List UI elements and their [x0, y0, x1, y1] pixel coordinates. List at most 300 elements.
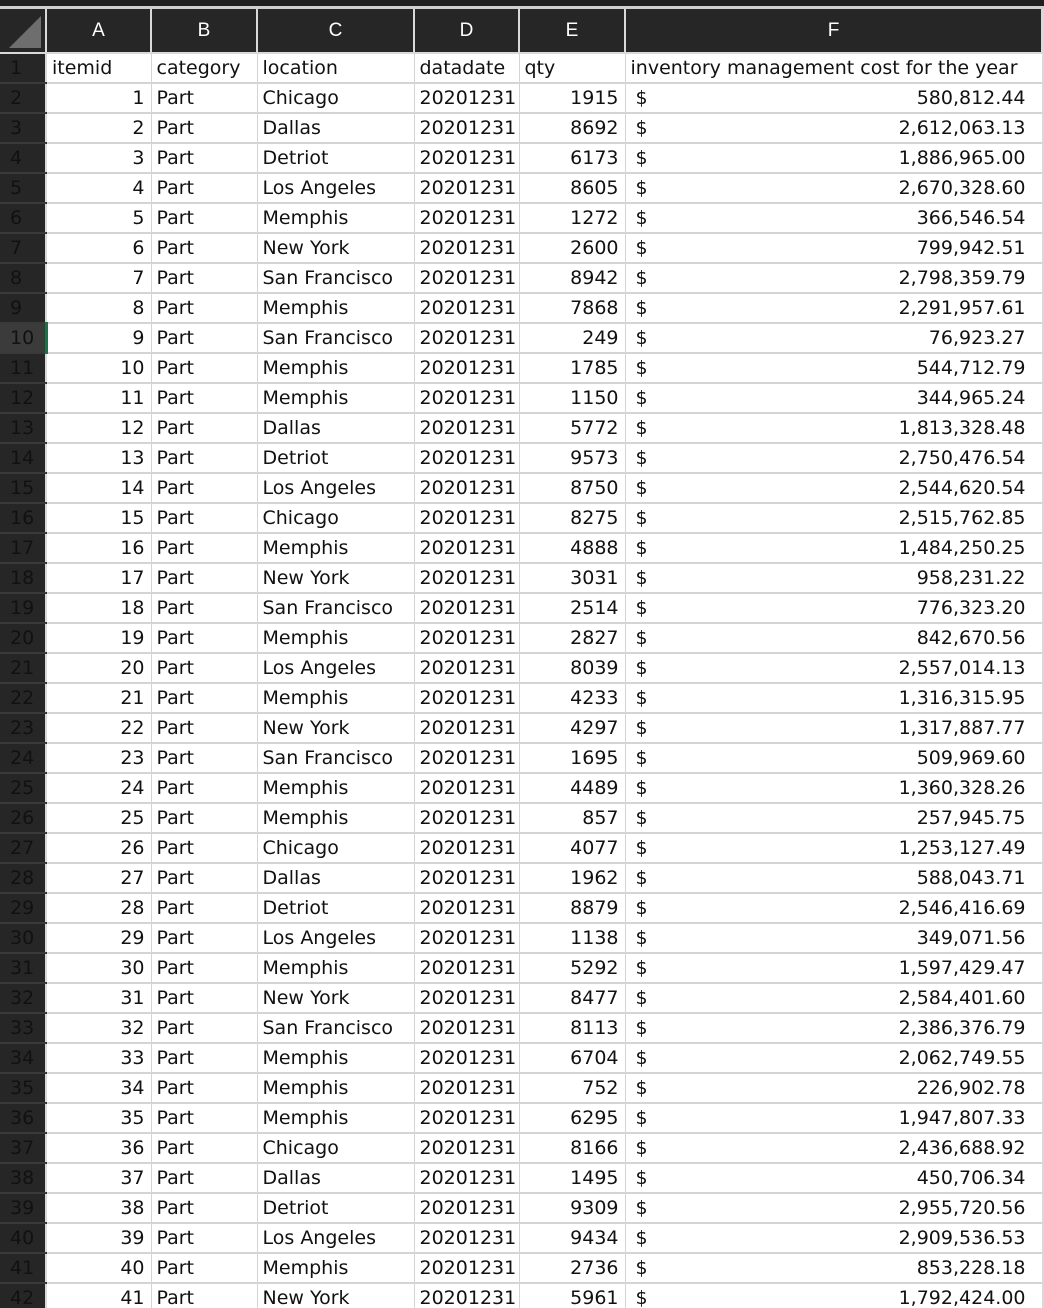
cell-cost[interactable]: [625, 923, 1042, 953]
cell-location[interactable]: Memphis: [257, 803, 414, 833]
cell-datadate[interactable]: 20201231: [414, 323, 519, 353]
cell-location[interactable]: San Francisco: [257, 263, 414, 293]
row-number[interactable]: 41: [0, 1253, 46, 1283]
cell-location[interactable]: Chicago: [257, 83, 414, 113]
cell-location[interactable]: Memphis: [257, 383, 414, 413]
cell-qty[interactable]: 4077: [519, 833, 625, 863]
cell-cost[interactable]: [625, 233, 1042, 263]
cell-itemid[interactable]: 23: [46, 743, 151, 773]
cell-cost[interactable]: [625, 683, 1042, 713]
cell-cost[interactable]: [625, 1013, 1042, 1043]
cell-datadate[interactable]: 20201231: [414, 1253, 519, 1283]
cell-datadate[interactable]: 20201231: [414, 1193, 519, 1223]
cell-datadate[interactable]: 20201231: [414, 1223, 519, 1253]
cell-itemid[interactable]: 37: [46, 1163, 151, 1193]
cell-category[interactable]: Part: [151, 983, 257, 1013]
cell-qty[interactable]: 4888: [519, 533, 625, 563]
row-number[interactable]: 22: [0, 683, 46, 713]
cell-datadate[interactable]: 20201231: [414, 83, 519, 113]
cell-itemid[interactable]: 30: [46, 953, 151, 983]
row-number[interactable]: 32: [0, 983, 46, 1013]
cell-header-qty[interactable]: qty: [519, 53, 625, 83]
cell-category[interactable]: Part: [151, 1013, 257, 1043]
row-number[interactable]: 21: [0, 653, 46, 683]
cell-location[interactable]: Memphis: [257, 293, 414, 323]
row-number[interactable]: 42: [0, 1283, 46, 1308]
cell-category[interactable]: Part: [151, 1253, 257, 1283]
cell-category[interactable]: Part: [151, 203, 257, 233]
cell-cost[interactable]: [625, 353, 1042, 383]
cell-itemid[interactable]: 26: [46, 833, 151, 863]
cell-itemid[interactable]: 2: [46, 113, 151, 143]
cell-category[interactable]: Part: [151, 173, 257, 203]
cell-category[interactable]: Part: [151, 413, 257, 443]
cell-category[interactable]: Part: [151, 1133, 257, 1163]
cell-datadate[interactable]: 20201231: [414, 653, 519, 683]
cell-location[interactable]: Memphis: [257, 1043, 414, 1073]
cell-category[interactable]: Part: [151, 653, 257, 683]
cell-category[interactable]: Part: [151, 803, 257, 833]
cell-category[interactable]: Part: [151, 533, 257, 563]
cell-cost[interactable]: [625, 713, 1042, 743]
cell-qty[interactable]: 9573: [519, 443, 625, 473]
cell-datadate[interactable]: 20201231: [414, 503, 519, 533]
cell-category[interactable]: Part: [151, 1163, 257, 1193]
row-number[interactable]: 3: [0, 113, 46, 143]
cell-category[interactable]: Part: [151, 1073, 257, 1103]
cell-datadate[interactable]: 20201231: [414, 713, 519, 743]
cell-location[interactable]: Memphis: [257, 533, 414, 563]
cell-category[interactable]: Part: [151, 1223, 257, 1253]
cell-location[interactable]: Chicago: [257, 833, 414, 863]
cell-location[interactable]: Memphis: [257, 353, 414, 383]
cell-qty[interactable]: 1695: [519, 743, 625, 773]
row-number[interactable]: 12: [0, 383, 46, 413]
cell-itemid[interactable]: 41: [46, 1283, 151, 1308]
row-number[interactable]: 27: [0, 833, 46, 863]
cell-qty[interactable]: 8605: [519, 173, 625, 203]
cell-qty[interactable]: 3031: [519, 563, 625, 593]
cell-qty[interactable]: 6704: [519, 1043, 625, 1073]
cell-location[interactable]: Memphis: [257, 683, 414, 713]
cell-qty[interactable]: 8692: [519, 113, 625, 143]
cell-cost[interactable]: [625, 1103, 1042, 1133]
cell-qty[interactable]: 8039: [519, 653, 625, 683]
cell-itemid[interactable]: 35: [46, 1103, 151, 1133]
cell-cost[interactable]: [625, 473, 1042, 503]
cell-category[interactable]: Part: [151, 593, 257, 623]
cell-cost[interactable]: [625, 1133, 1042, 1163]
cell-cost[interactable]: [625, 1043, 1042, 1073]
cell-category[interactable]: Part: [151, 143, 257, 173]
cell-qty[interactable]: 857: [519, 803, 625, 833]
cell-location[interactable]: New York: [257, 1283, 414, 1308]
cell-qty[interactable]: 1495: [519, 1163, 625, 1193]
cell-itemid[interactable]: 24: [46, 773, 151, 803]
select-all-button[interactable]: [0, 9, 46, 53]
cell-datadate[interactable]: 20201231: [414, 113, 519, 143]
cell-cost[interactable]: [625, 293, 1042, 323]
cell-qty[interactable]: 8942: [519, 263, 625, 293]
cell-datadate[interactable]: 20201231: [414, 473, 519, 503]
cell-cost[interactable]: [625, 893, 1042, 923]
cell-datadate[interactable]: 20201231: [414, 1163, 519, 1193]
cell-itemid[interactable]: 18: [46, 593, 151, 623]
cell-cost[interactable]: [625, 1283, 1042, 1308]
cell-qty[interactable]: 1150: [519, 383, 625, 413]
row-number[interactable]: 15: [0, 473, 46, 503]
cell-datadate[interactable]: 20201231: [414, 233, 519, 263]
cell-location[interactable]: Los Angeles: [257, 473, 414, 503]
cell-qty[interactable]: 8166: [519, 1133, 625, 1163]
cell-location[interactable]: Dallas: [257, 863, 414, 893]
column-header-c[interactable]: C: [257, 9, 414, 53]
cell-location[interactable]: New York: [257, 713, 414, 743]
cell-itemid[interactable]: 12: [46, 413, 151, 443]
row-number[interactable]: 29: [0, 893, 46, 923]
cell-header-cost[interactable]: inventory management cost for the year: [625, 53, 1042, 83]
cell-category[interactable]: Part: [151, 443, 257, 473]
cell-cost[interactable]: [625, 323, 1042, 353]
cell-category[interactable]: Part: [151, 1103, 257, 1133]
cell-datadate[interactable]: 20201231: [414, 983, 519, 1013]
cell-location[interactable]: Dallas: [257, 1163, 414, 1193]
cell-category[interactable]: Part: [151, 623, 257, 653]
cell-itemid[interactable]: 5: [46, 203, 151, 233]
row-number[interactable]: 37: [0, 1133, 46, 1163]
cell-datadate[interactable]: 20201231: [414, 743, 519, 773]
cell-location[interactable]: San Francisco: [257, 593, 414, 623]
cell-itemid[interactable]: 21: [46, 683, 151, 713]
cell-itemid[interactable]: 15: [46, 503, 151, 533]
cell-qty[interactable]: 8275: [519, 503, 625, 533]
cell-category[interactable]: Part: [151, 383, 257, 413]
cell-cost[interactable]: [625, 173, 1042, 203]
cell-itemid[interactable]: 6: [46, 233, 151, 263]
cell-category[interactable]: Part: [151, 923, 257, 953]
cell-cost[interactable]: [625, 953, 1042, 983]
cell-header-datadate[interactable]: datadate: [414, 53, 519, 83]
cell-location[interactable]: Los Angeles: [257, 1223, 414, 1253]
row-number[interactable]: 28: [0, 863, 46, 893]
cell-cost[interactable]: [625, 743, 1042, 773]
row-number[interactable]: 11: [0, 353, 46, 383]
cell-category[interactable]: Part: [151, 323, 257, 353]
cell-cost[interactable]: [625, 1163, 1042, 1193]
cell-datadate[interactable]: 20201231: [414, 923, 519, 953]
cell-cost[interactable]: [625, 83, 1042, 113]
cell-category[interactable]: Part: [151, 953, 257, 983]
cell-category[interactable]: Part: [151, 773, 257, 803]
row-number[interactable]: 14: [0, 443, 46, 473]
cell-qty[interactable]: 6173: [519, 143, 625, 173]
cell-itemid[interactable]: 13: [46, 443, 151, 473]
cell-qty[interactable]: 5292: [519, 953, 625, 983]
row-number[interactable]: 1: [0, 53, 46, 83]
cell-qty[interactable]: 4233: [519, 683, 625, 713]
row-number[interactable]: 24: [0, 743, 46, 773]
cell-datadate[interactable]: 20201231: [414, 203, 519, 233]
cell-cost[interactable]: [625, 623, 1042, 653]
cell-datadate[interactable]: 20201231: [414, 593, 519, 623]
cell-qty[interactable]: 8477: [519, 983, 625, 1013]
cell-category[interactable]: Part: [151, 683, 257, 713]
cell-datadate[interactable]: 20201231: [414, 953, 519, 983]
cell-qty[interactable]: 2600: [519, 233, 625, 263]
cell-itemid[interactable]: 39: [46, 1223, 151, 1253]
cell-datadate[interactable]: 20201231: [414, 623, 519, 653]
cell-datadate[interactable]: 20201231: [414, 383, 519, 413]
cell-datadate[interactable]: 20201231: [414, 143, 519, 173]
row-number[interactable]: 10: [0, 323, 46, 353]
cell-cost[interactable]: [625, 773, 1042, 803]
row-number[interactable]: 36: [0, 1103, 46, 1133]
cell-cost[interactable]: [625, 1073, 1042, 1103]
row-number[interactable]: 20: [0, 623, 46, 653]
cell-datadate[interactable]: 20201231: [414, 1043, 519, 1073]
cell-datadate[interactable]: 20201231: [414, 1013, 519, 1043]
cell-location[interactable]: Memphis: [257, 1073, 414, 1103]
row-number[interactable]: 7: [0, 233, 46, 263]
cell-category[interactable]: Part: [151, 743, 257, 773]
cell-datadate[interactable]: 20201231: [414, 893, 519, 923]
cell-header-itemid[interactable]: itemid: [46, 53, 151, 83]
cell-cost[interactable]: [625, 413, 1042, 443]
cell-cost[interactable]: [625, 983, 1042, 1013]
cell-qty[interactable]: 1138: [519, 923, 625, 953]
row-number[interactable]: 34: [0, 1043, 46, 1073]
cell-datadate[interactable]: 20201231: [414, 1133, 519, 1163]
row-number[interactable]: 31: [0, 953, 46, 983]
column-header-b[interactable]: B: [151, 9, 257, 53]
cell-location[interactable]: New York: [257, 563, 414, 593]
cell-itemid[interactable]: 25: [46, 803, 151, 833]
cell-location[interactable]: Detriot: [257, 893, 414, 923]
cell-qty[interactable]: 1272: [519, 203, 625, 233]
cell-location[interactable]: San Francisco: [257, 743, 414, 773]
cell-qty[interactable]: 8879: [519, 893, 625, 923]
cell-qty[interactable]: 249: [519, 323, 625, 353]
cell-qty[interactable]: 1915: [519, 83, 625, 113]
cell-datadate[interactable]: 20201231: [414, 1073, 519, 1103]
cell-cost[interactable]: [625, 443, 1042, 473]
cell-cost[interactable]: [625, 143, 1042, 173]
spreadsheet-grid[interactable]: [0, 9, 1044, 1308]
cell-location[interactable]: Dallas: [257, 413, 414, 443]
column-header-e[interactable]: E: [519, 9, 625, 53]
cell-location[interactable]: Memphis: [257, 773, 414, 803]
cell-itemid[interactable]: 22: [46, 713, 151, 743]
cell-cost[interactable]: [625, 863, 1042, 893]
cell-qty[interactable]: 752: [519, 1073, 625, 1103]
row-number[interactable]: 33: [0, 1013, 46, 1043]
cell-category[interactable]: Part: [151, 233, 257, 263]
cell-location[interactable]: New York: [257, 233, 414, 263]
cell-datadate[interactable]: 20201231: [414, 833, 519, 863]
row-number[interactable]: 13: [0, 413, 46, 443]
cell-datadate[interactable]: 20201231: [414, 1283, 519, 1308]
cell-itemid[interactable]: 28: [46, 893, 151, 923]
cell-category[interactable]: Part: [151, 473, 257, 503]
cell-itemid[interactable]: 4: [46, 173, 151, 203]
row-number[interactable]: 23: [0, 713, 46, 743]
cell-qty[interactable]: 9434: [519, 1223, 625, 1253]
row-number[interactable]: 4: [0, 143, 46, 173]
cell-location[interactable]: Memphis: [257, 1253, 414, 1283]
cell-cost[interactable]: [625, 203, 1042, 233]
cell-itemid[interactable]: 27: [46, 863, 151, 893]
cell-category[interactable]: Part: [151, 353, 257, 383]
cell-qty[interactable]: 4489: [519, 773, 625, 803]
column-header-d[interactable]: D: [414, 9, 519, 53]
cell-itemid[interactable]: 38: [46, 1193, 151, 1223]
cell-cost[interactable]: [625, 593, 1042, 623]
cell-location[interactable]: Memphis: [257, 203, 414, 233]
cell-datadate[interactable]: 20201231: [414, 1103, 519, 1133]
cell-itemid[interactable]: 10: [46, 353, 151, 383]
cell-datadate[interactable]: 20201231: [414, 443, 519, 473]
cell-category[interactable]: Part: [151, 1043, 257, 1073]
cell-datadate[interactable]: 20201231: [414, 773, 519, 803]
cell-location[interactable]: Chicago: [257, 1133, 414, 1163]
cell-location[interactable]: Los Angeles: [257, 653, 414, 683]
cell-category[interactable]: Part: [151, 113, 257, 143]
cell-location[interactable]: Detriot: [257, 1193, 414, 1223]
cell-location[interactable]: Memphis: [257, 1103, 414, 1133]
cell-itemid[interactable]: 19: [46, 623, 151, 653]
row-number[interactable]: 2: [0, 83, 46, 113]
cell-location[interactable]: Chicago: [257, 503, 414, 533]
cell-category[interactable]: Part: [151, 83, 257, 113]
cell-itemid[interactable]: 16: [46, 533, 151, 563]
cell-cost[interactable]: [625, 1223, 1042, 1253]
cell-category[interactable]: Part: [151, 833, 257, 863]
cell-datadate[interactable]: 20201231: [414, 173, 519, 203]
row-number[interactable]: 40: [0, 1223, 46, 1253]
cell-location[interactable]: Detriot: [257, 443, 414, 473]
cell-datadate[interactable]: 20201231: [414, 863, 519, 893]
cell-datadate[interactable]: 20201231: [414, 533, 519, 563]
cell-category[interactable]: Part: [151, 293, 257, 323]
cell-itemid[interactable]: 3: [46, 143, 151, 173]
cell-category[interactable]: Part: [151, 863, 257, 893]
cell-category[interactable]: Part: [151, 263, 257, 293]
cell-header-location[interactable]: location: [257, 53, 414, 83]
cell-location[interactable]: San Francisco: [257, 1013, 414, 1043]
cell-itemid[interactable]: 11: [46, 383, 151, 413]
column-header-f[interactable]: F: [625, 9, 1042, 53]
row-number[interactable]: 35: [0, 1073, 46, 1103]
row-number[interactable]: 9: [0, 293, 46, 323]
row-number[interactable]: 25: [0, 773, 46, 803]
cell-category[interactable]: Part: [151, 713, 257, 743]
cell-itemid[interactable]: 40: [46, 1253, 151, 1283]
cell-qty[interactable]: 6295: [519, 1103, 625, 1133]
cell-itemid[interactable]: 20: [46, 653, 151, 683]
cell-itemid[interactable]: 29: [46, 923, 151, 953]
cell-itemid[interactable]: 14: [46, 473, 151, 503]
cell-qty[interactable]: 2736: [519, 1253, 625, 1283]
row-number[interactable]: 38: [0, 1163, 46, 1193]
row-number[interactable]: 18: [0, 563, 46, 593]
cell-qty[interactable]: 1785: [519, 353, 625, 383]
row-number[interactable]: 16: [0, 503, 46, 533]
cell-category[interactable]: Part: [151, 893, 257, 923]
cell-qty[interactable]: 8113: [519, 1013, 625, 1043]
cell-location[interactable]: Los Angeles: [257, 173, 414, 203]
cell-cost[interactable]: [625, 503, 1042, 533]
cell-qty[interactable]: 1962: [519, 863, 625, 893]
cell-itemid[interactable]: 36: [46, 1133, 151, 1163]
cell-qty[interactable]: 7868: [519, 293, 625, 323]
row-number[interactable]: 39: [0, 1193, 46, 1223]
cell-qty[interactable]: 2827: [519, 623, 625, 653]
cell-itemid[interactable]: 9: [46, 323, 151, 353]
cell-location[interactable]: New York: [257, 983, 414, 1013]
cell-location[interactable]: Detriot: [257, 143, 414, 173]
cell-itemid[interactable]: 7: [46, 263, 151, 293]
cell-cost[interactable]: [625, 803, 1042, 833]
cell-itemid[interactable]: 31: [46, 983, 151, 1013]
cell-itemid[interactable]: 1: [46, 83, 151, 113]
column-header-a[interactable]: A: [46, 9, 151, 53]
cell-datadate[interactable]: 20201231: [414, 683, 519, 713]
row-number[interactable]: 26: [0, 803, 46, 833]
cell-datadate[interactable]: 20201231: [414, 293, 519, 323]
cell-qty[interactable]: 5772: [519, 413, 625, 443]
cell-category[interactable]: Part: [151, 503, 257, 533]
cell-location[interactable]: Los Angeles: [257, 923, 414, 953]
cell-location[interactable]: Memphis: [257, 623, 414, 653]
cell-itemid[interactable]: 17: [46, 563, 151, 593]
cell-category[interactable]: Part: [151, 1193, 257, 1223]
cell-category[interactable]: Part: [151, 563, 257, 593]
cell-cost[interactable]: [625, 1253, 1042, 1283]
cell-itemid[interactable]: 34: [46, 1073, 151, 1103]
cell-qty[interactable]: 5961: [519, 1283, 625, 1308]
cell-itemid[interactable]: 32: [46, 1013, 151, 1043]
cell-cost[interactable]: [625, 263, 1042, 293]
cell-cost[interactable]: [625, 383, 1042, 413]
row-number[interactable]: 17: [0, 533, 46, 563]
row-number[interactable]: 6: [0, 203, 46, 233]
cell-cost[interactable]: [625, 113, 1042, 143]
cell-cost[interactable]: [625, 563, 1042, 593]
cell-location[interactable]: Dallas: [257, 113, 414, 143]
cell-cost[interactable]: [625, 653, 1042, 683]
cell-qty[interactable]: 2514: [519, 593, 625, 623]
cell-location[interactable]: Memphis: [257, 953, 414, 983]
cell-datadate[interactable]: 20201231: [414, 563, 519, 593]
cell-itemid[interactable]: 8: [46, 293, 151, 323]
cell-cost[interactable]: [625, 833, 1042, 863]
cell-category[interactable]: Part: [151, 1283, 257, 1308]
cell-datadate[interactable]: 20201231: [414, 353, 519, 383]
row-number[interactable]: 5: [0, 173, 46, 203]
cell-qty[interactable]: 8750: [519, 473, 625, 503]
cell-header-category[interactable]: category: [151, 53, 257, 83]
cell-cost[interactable]: [625, 1193, 1042, 1223]
cell-cost[interactable]: [625, 533, 1042, 563]
cell-datadate[interactable]: 20201231: [414, 263, 519, 293]
row-number[interactable]: 19: [0, 593, 46, 623]
cell-qty[interactable]: 4297: [519, 713, 625, 743]
cell-location[interactable]: San Francisco: [257, 323, 414, 353]
cell-datadate[interactable]: 20201231: [414, 413, 519, 443]
cell-datadate[interactable]: 20201231: [414, 803, 519, 833]
cell-itemid[interactable]: 33: [46, 1043, 151, 1073]
row-number[interactable]: 30: [0, 923, 46, 953]
